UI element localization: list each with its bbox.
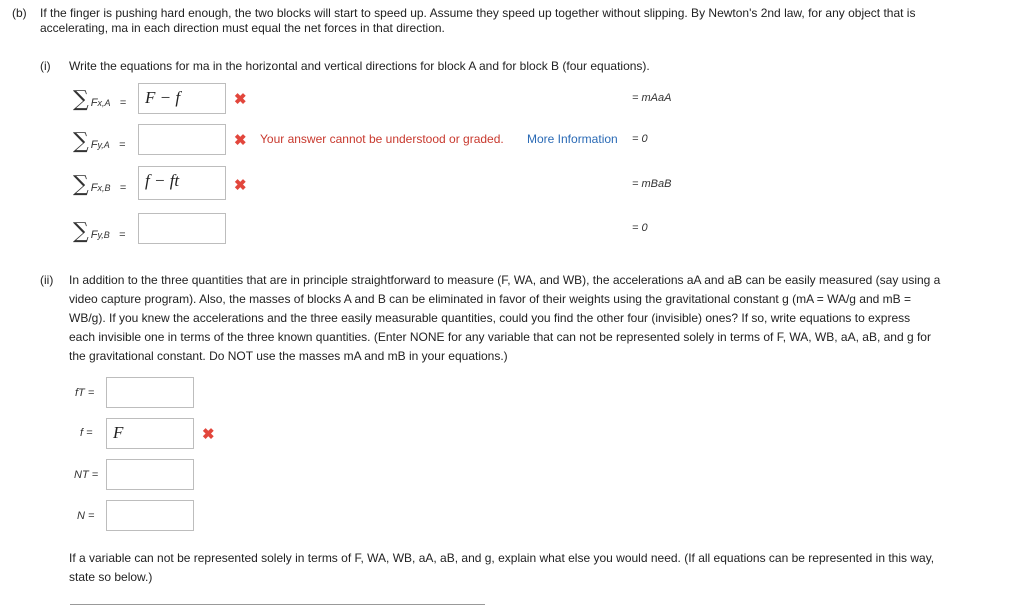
field-nt-input[interactable] (106, 459, 194, 490)
sum-fx-b-subscript: x,B (97, 183, 111, 193)
field-n-input[interactable] (106, 500, 194, 531)
sum-icon: ∑ (73, 87, 89, 112)
sum-fy-b-input[interactable] (138, 213, 226, 244)
explanation-textarea[interactable] (70, 604, 485, 605)
sum-icon: ∑ (73, 129, 89, 154)
grading-error-message: Your answer cannot be understood or graded. (260, 132, 504, 146)
sum-fy-a-rhs: = 0 (632, 133, 648, 145)
field-ft-label: fT = (75, 387, 95, 399)
sum-fx-a-rhs: = mAaA (632, 92, 672, 104)
part-ii-label: (ii) (40, 273, 54, 287)
sum-icon: ∑ (73, 219, 89, 244)
explain-line-1: If a variable can not be represented solely in terms of F, WA, WB, aA, aB, and g, explain what else you would need. (If all equations can be represented in this way, (69, 551, 935, 565)
sum-fx-a-input[interactable]: F − f (138, 83, 226, 114)
field-f-input[interactable]: F (106, 418, 194, 449)
incorrect-icon: ✖ (202, 426, 215, 443)
field-nt-label: NT = (74, 469, 99, 481)
part-ii-line-1: In addition to the three quantities that are in principle straightforward to measure (F, WA, and WB), the accelerations aA and aB can be easily measured (say using a (69, 273, 941, 287)
sum-fx-b-input[interactable]: f − ft (138, 166, 226, 200)
incorrect-icon: ✖ (234, 177, 247, 194)
sum-fy-b-label: ∑ Fy,B = (73, 219, 126, 244)
sum-fx-a-subscript: x,A (97, 98, 111, 108)
sum-fy-b-rhs: = 0 (632, 222, 648, 234)
field-f-label: f = (80, 427, 93, 439)
sum-fy-a-input[interactable] (138, 124, 226, 155)
field-n-label: N = (77, 510, 95, 522)
sum-icon: ∑ (73, 172, 89, 197)
sum-fy-a-subscript: y,A (97, 140, 110, 150)
incorrect-icon: ✖ (234, 91, 247, 108)
part-b-line-1: If the finger is pushing hard enough, the two blocks will start to speed up. Assume they speed up together without slipping. By Newton's 2nd law, for any object that is (40, 6, 916, 20)
explain-line-2: state so below.) (69, 570, 153, 584)
sum-fx-b-rhs: = mBaB (632, 178, 672, 190)
sum-fy-a-label: ∑ Fy,A = (73, 129, 126, 154)
sum-fx-a-label: ∑ Fx,A = (73, 87, 127, 112)
incorrect-icon: ✖ (234, 132, 247, 149)
part-b-line-2: accelerating, ma in each direction must equal the net forces in that direction. (40, 21, 445, 35)
part-ii-line-5: the gravitational constant. Do NOT use the masses mA and mB in your equations.) (69, 349, 508, 363)
more-information-link[interactable]: More Information (527, 132, 618, 146)
field-ft-input[interactable] (106, 377, 194, 408)
part-b-label: (b) (12, 6, 27, 20)
sum-fx-b-label: ∑ Fx,B = (73, 172, 127, 197)
part-ii-line-2: video capture program). Also, the masses of blocks A and B can be eliminated in favor of their weights using the gravitational constant g (mA = WA/g and mB = (69, 292, 912, 306)
part-ii-line-4: each invisible one in terms of the three known quantities. (Enter NONE for any variable that can not be represented solely in terms of F, WA, WB, aA, aB, and g for (69, 330, 931, 344)
part-ii-line-3: WB/g). If you knew the accelerations and the three easily measurable quantities, could you find the other four (invisible) ones? If so, write equations to express (69, 311, 911, 325)
part-i-instruction: Write the equations for ma in the horizontal and vertical directions for block A and for block B (four equations). (69, 59, 650, 73)
sum-fy-b-subscript: y,B (97, 230, 110, 240)
part-i-label: (i) (40, 59, 51, 73)
